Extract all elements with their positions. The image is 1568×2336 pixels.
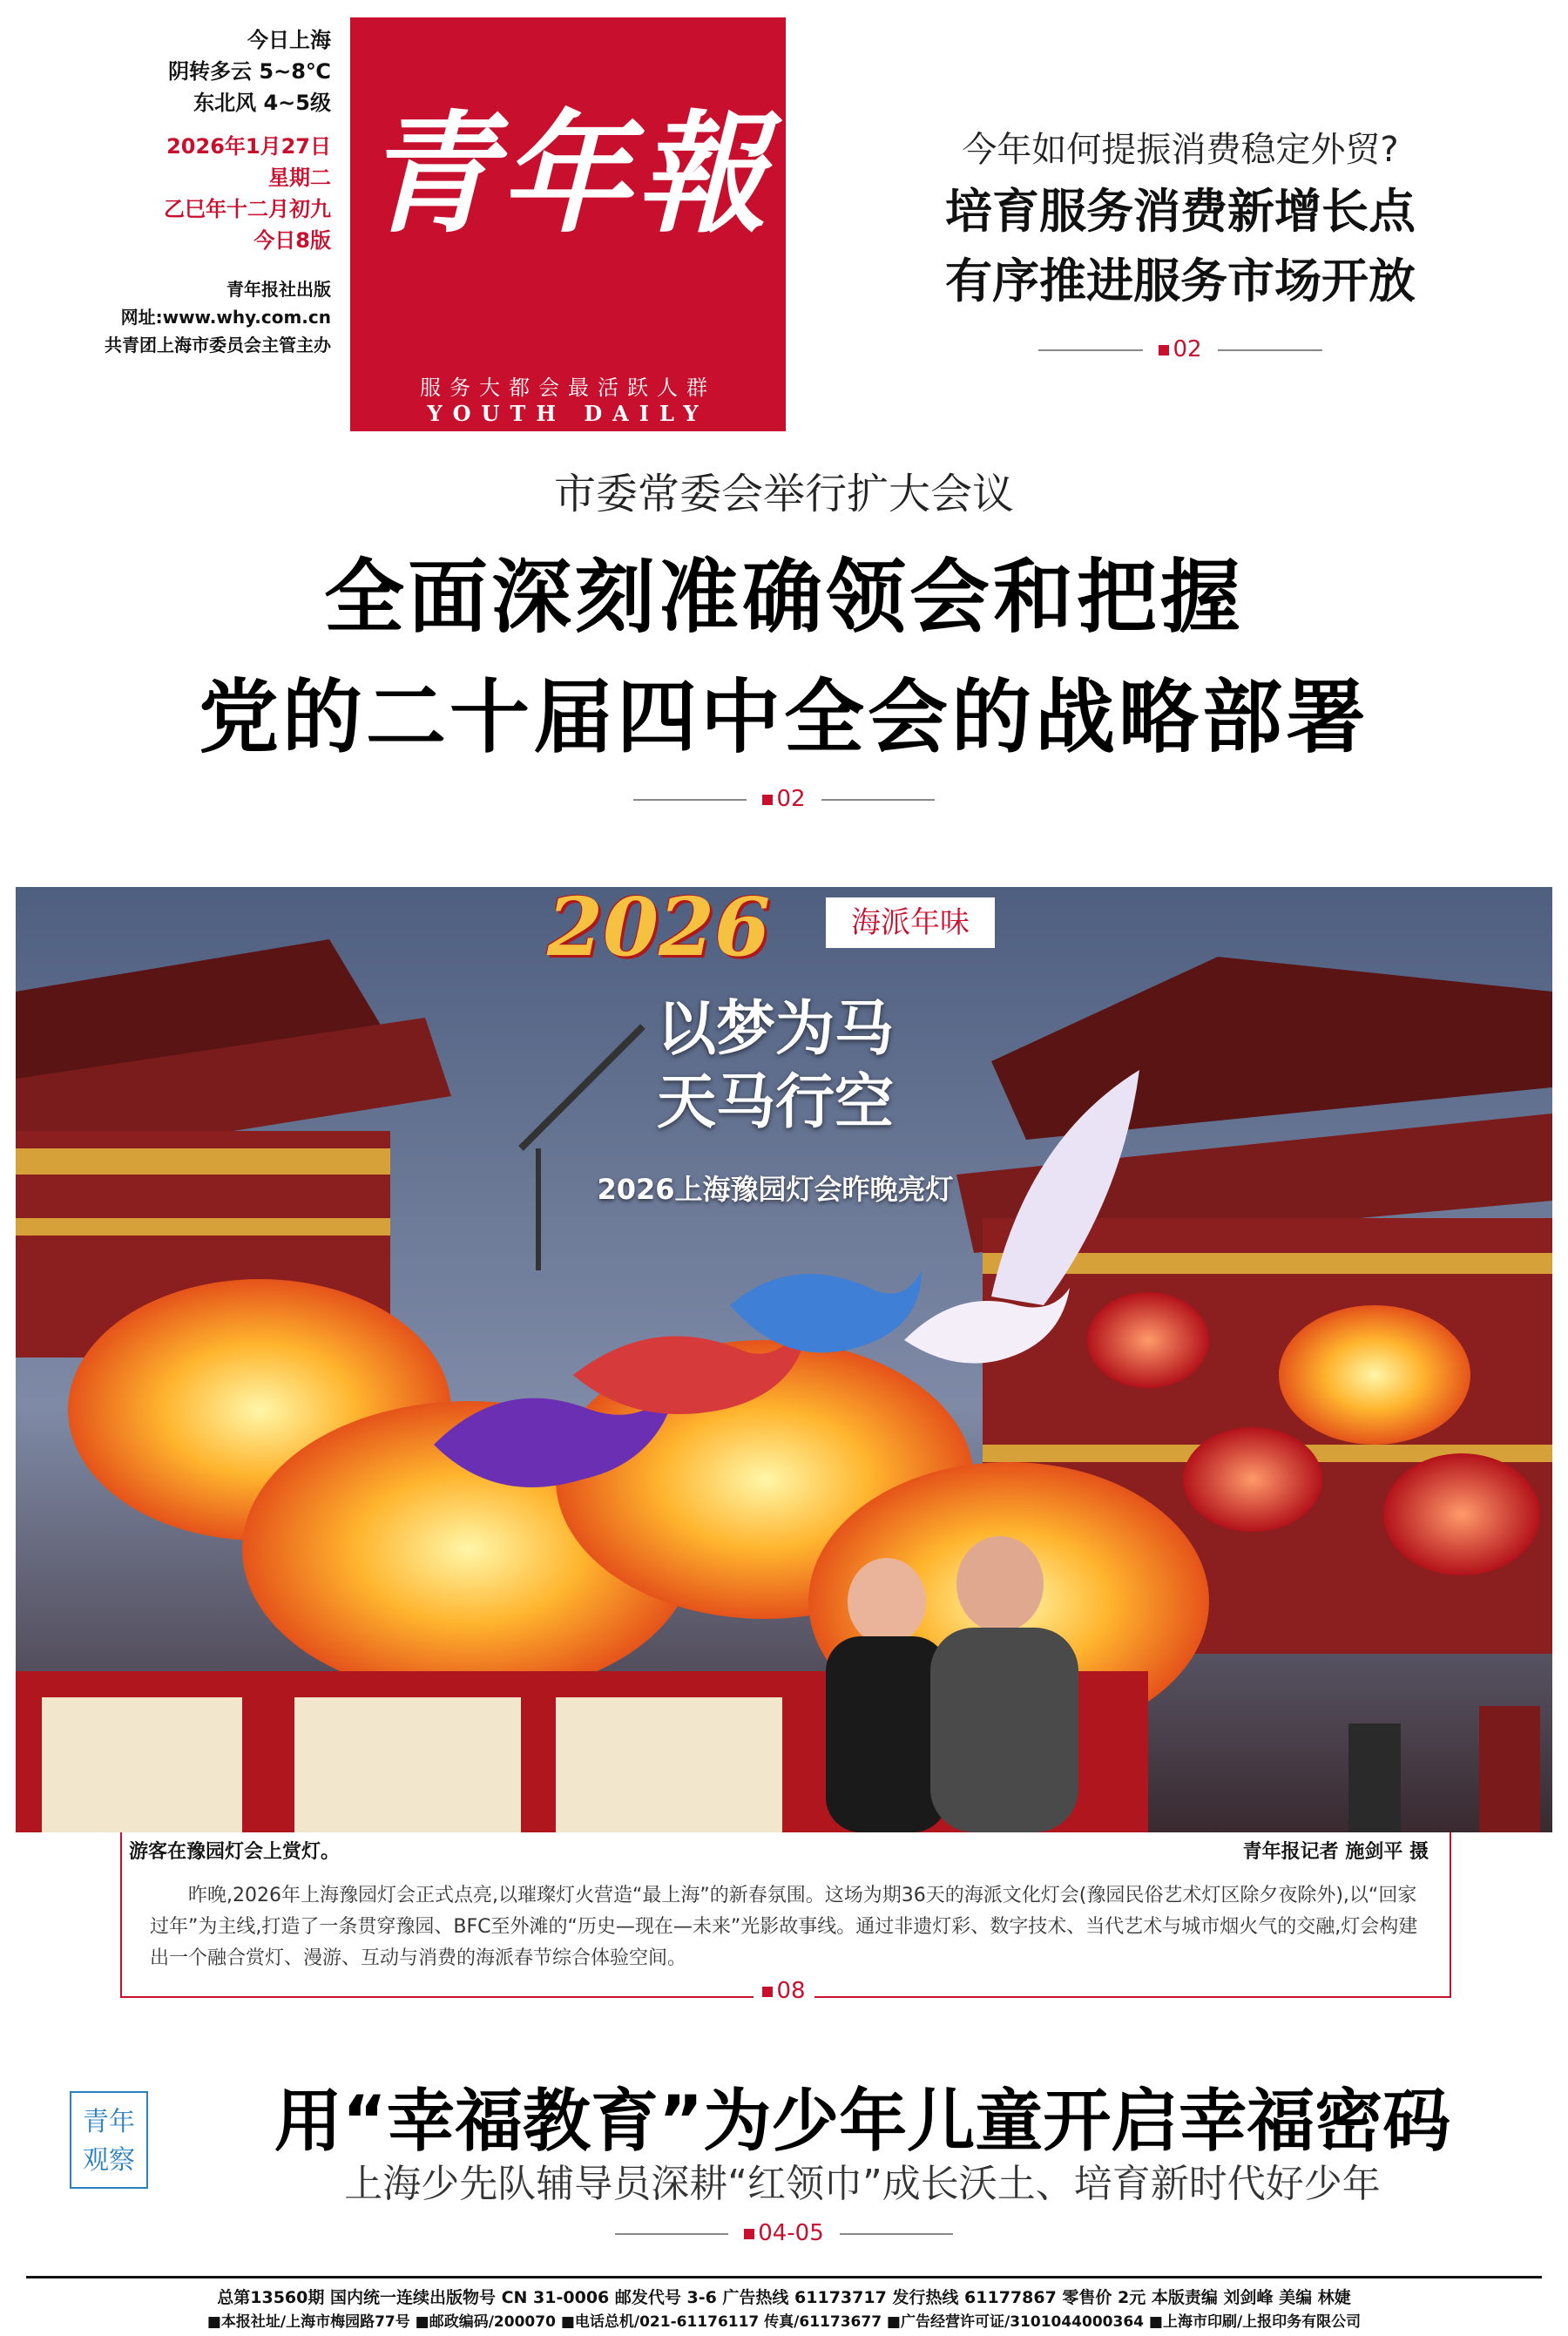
story-page-number: 04-05 — [758, 2220, 824, 2246]
story-subhead: 上海少先队辅导员深耕“红领巾”成长沃土、培育新时代好少年 — [344, 2162, 1381, 2206]
story-page-ref[interactable] — [0, 2220, 1568, 2246]
issue-weekday: 星期二 — [268, 166, 331, 190]
footer-line-2: ■本报社址/上海市梅园路77号 ■邮政编码/200070 ■电话总机/021-61176117 传真/61173677 ■广告经营许可证/3101044000364 ■上海市印刷/上报印务有限公司 — [206, 2313, 1362, 2331]
footer-line-1: 总第13560期 国内统一连续出版物号 CN 31-0006 邮发代号 3-6 广告热线 61173717 发行热线 61177867 零售价 2元 本版责编 刘剑峰 美编 林婕 — [217, 2288, 1351, 2307]
teaser-page-ref[interactable] — [836, 336, 1524, 362]
logo-english: YOUTH DAILY — [427, 401, 709, 426]
lead-page-number: 02 — [776, 786, 806, 812]
teaser-page-number: 02 — [1173, 336, 1202, 362]
weather-wind: 东北风 4~5级 — [193, 91, 331, 115]
badge-line-2: 观察 — [83, 2145, 135, 2176]
publisher: 青年报社出版 — [226, 279, 331, 300]
weather-condition: 阴转多云 5~8℃ — [168, 59, 331, 84]
lead-page-ref[interactable] — [0, 786, 1568, 812]
newspaper-logo — [350, 17, 786, 431]
lead-headline-line-2: 党的二十届四中全会的战略部署 — [198, 671, 1369, 764]
teaser-kicker: 今年如何提振消费稳定外贸? — [962, 130, 1399, 170]
masthead-info — [35, 24, 331, 359]
photo-credit: 青年报记者 施剑平 摄 — [1242, 1841, 1429, 1863]
lunar-date: 乙巳年十二月初九 — [164, 197, 331, 221]
logo-title: 青年報 — [363, 98, 772, 251]
year-emblem: 2026 — [547, 880, 771, 974]
story-headline: 用“幸福教育”为少年儿童开启幸福密码 — [274, 2082, 1451, 2161]
teaser-line-2: 有序推进服务市场开放 — [945, 254, 1416, 308]
photo-page-ref[interactable] — [0, 1978, 1568, 2004]
photo-title-line-2: 天马行空 — [656, 1068, 894, 1137]
weather-city: 今日上海 — [247, 28, 331, 52]
page-count: 今日8版 — [253, 228, 331, 253]
sponsor: 共青团上海市委员会主管主办 — [105, 335, 331, 355]
section-tag: 海派年味 — [826, 897, 995, 948]
footer-rule — [26, 2276, 1542, 2278]
photo-title — [575, 993, 976, 1140]
photo-title-line-1: 以梦为马 — [656, 995, 894, 1064]
photo-page-number: 08 — [776, 1978, 806, 2004]
teaser-line-1: 培育服务消费新增长点 — [945, 184, 1416, 239]
lead-headline-line-1: 全面深刻准确领会和把握 — [323, 551, 1244, 644]
logo-slogan: 服务大都会最活跃人群 — [420, 376, 716, 400]
website: 网址:www.why.com.cn — [120, 307, 331, 328]
issue-date: 2026年1月27日 — [166, 134, 331, 159]
badge-line-1: 青年 — [83, 2107, 135, 2137]
lead-kicker: 市委常委会举行扩大会议 — [553, 470, 1014, 518]
photo-subtitle: 2026上海豫园灯会昨晚亮灯 — [597, 1173, 954, 1206]
photo-story-body: 昨晚,2026年上海豫园灯会正式点亮,以璀璨灯火营造“最上海”的新春氛围。这场为期36天的海派文化灯会(豫园民俗艺术灯区除夕夜除外),以“回家过年”为主线,打造了一条贯穿豫园、BFC至外滩的“历史—现在—未来”光影故事线。通过非遗灯彩、数字技术、当代艺术与城市烟火气的交融,灯会构建出一个融合赏灯、漫游、互动与消费的海派春节综合体验空间。 — [150, 1885, 1418, 1969]
photo-caption: 游客在豫园灯会上赏灯。 — [129, 1841, 341, 1863]
youth-observation-badge — [70, 2091, 148, 2189]
